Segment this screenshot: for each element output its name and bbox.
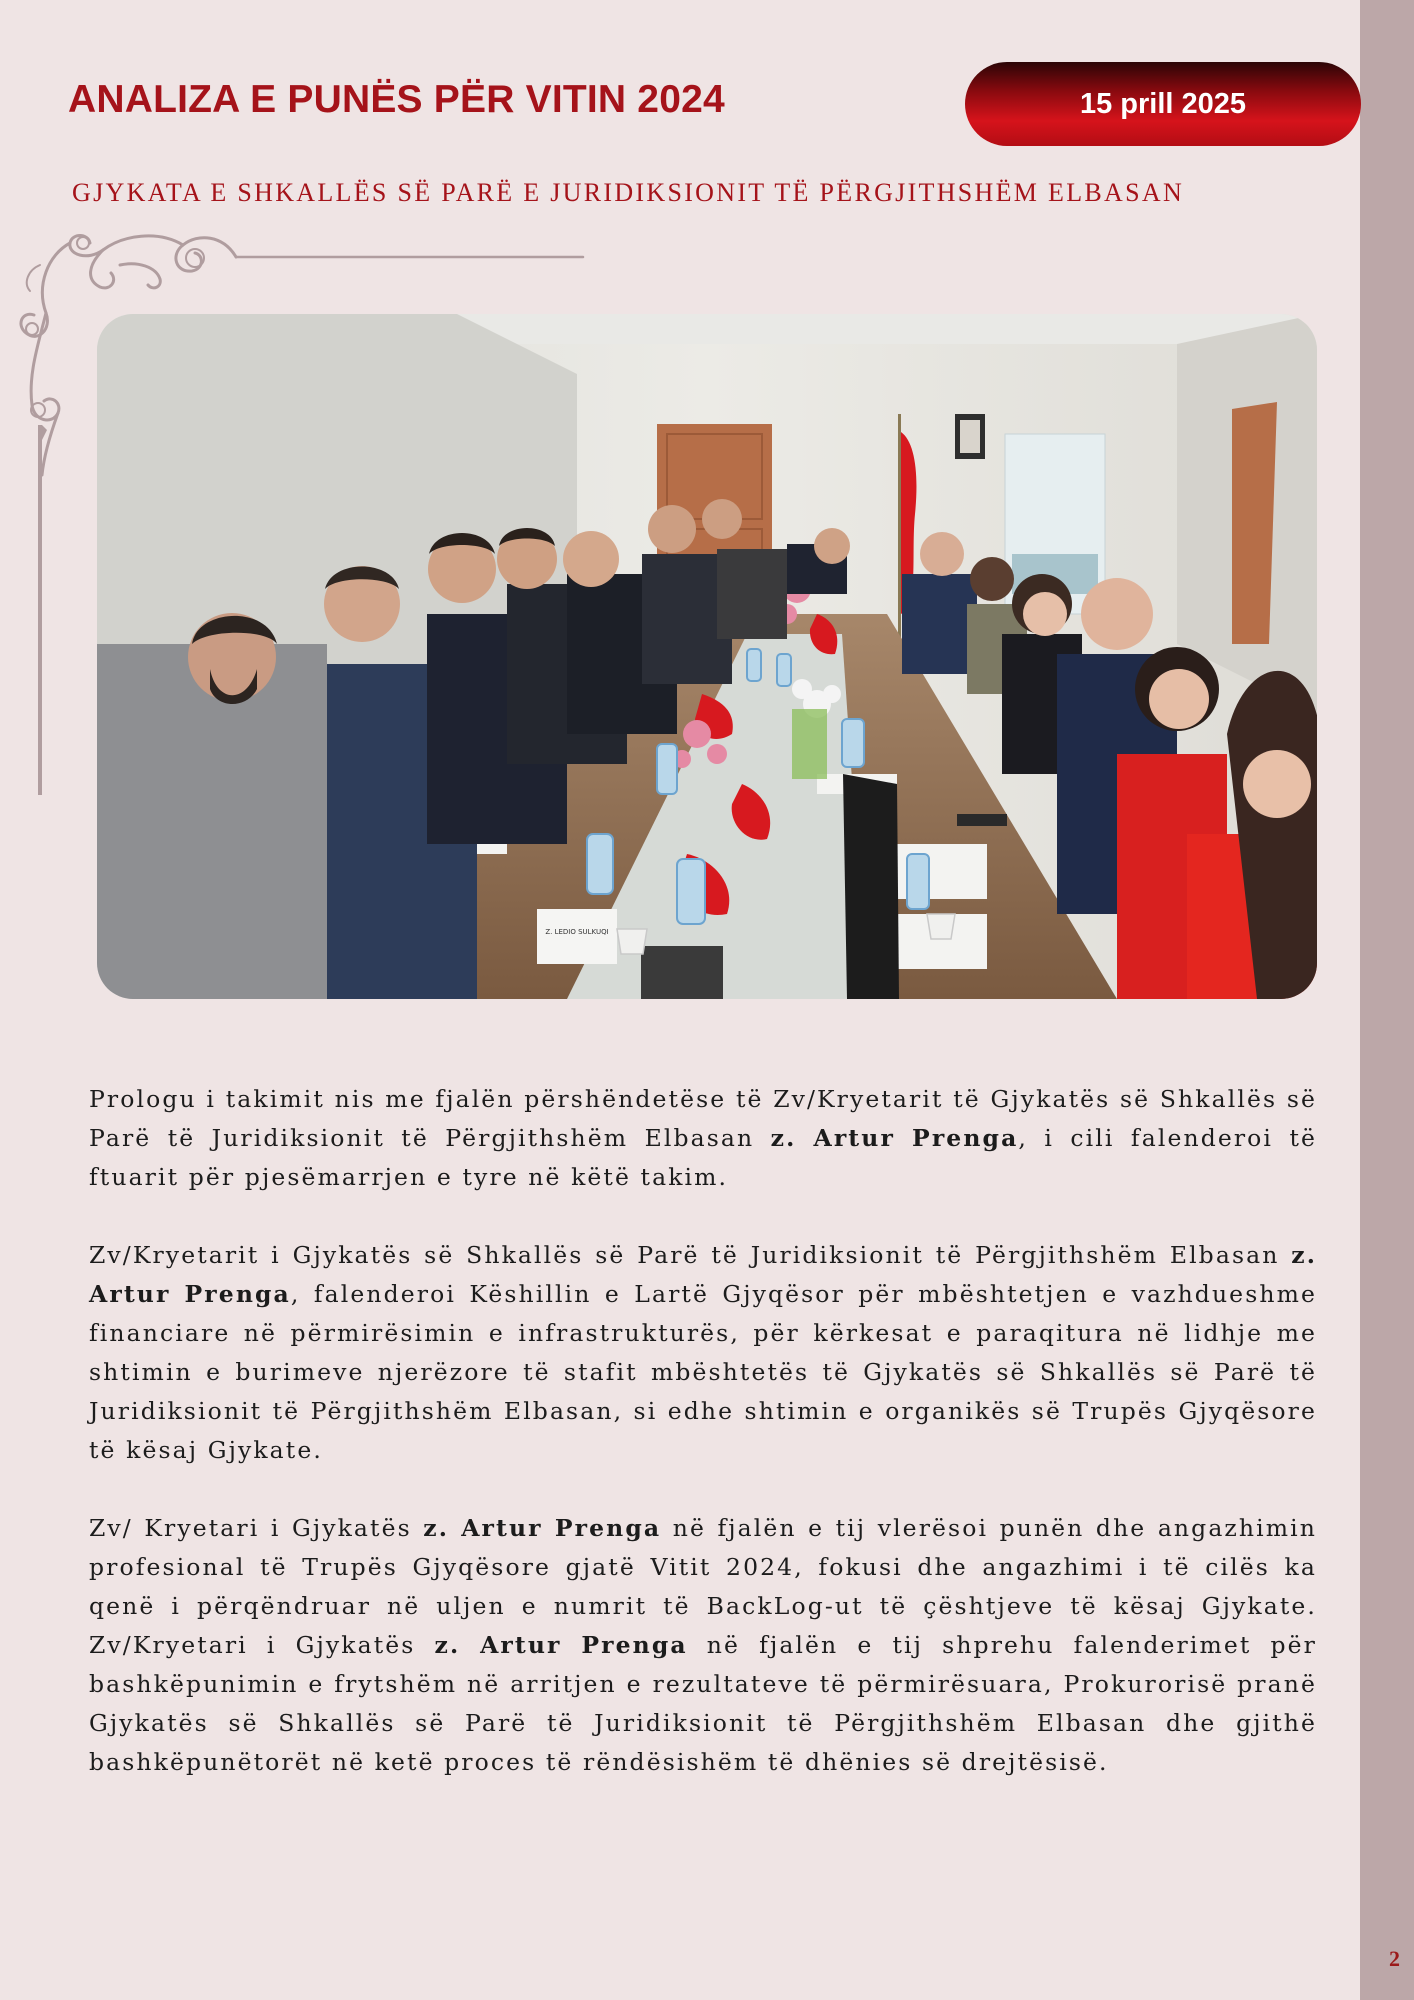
paragraph-3 (89, 1509, 1317, 1782)
document-title: ANALIZA E PUNËS PËR VITIN 2024 (68, 78, 725, 121)
meeting-photo (97, 314, 1317, 999)
speaker-name: z. Artur Prenga (89, 1241, 1317, 1308)
court-subtitle: GJYKATA E SHKALLËS SË PARË E JURIDIKSIONIT TË PËRGJITHSHËM ELBASAN (72, 178, 1185, 207)
paragraph-2-text-a: Zv/Kryetarit i Gjykatës së Shkallës së Parë të Juridiksionit të Përgjithshëm Elbasan (89, 1241, 1292, 1269)
paragraph-3-text-c: në fjalën e tij vlerësoi punën dhe angazhimin profesional të Trupës Gjyqësore gjatë Vitit 2024, fokusi dhe angazhimi i të cilës ka qenë i përqëndruar në uljen e numrit të BackLog-ut të çështjeve të kësaj Gjykate. Zv/Kryetari i Gjykatës (89, 1514, 1317, 1659)
paragraph-2 (89, 1236, 1317, 1470)
paragraph-1-text-c: , i cili falenderoi të ftuarit për pjesëmarrjen e tyre në këtë takim. (89, 1124, 1318, 1191)
speaker-name: z. Artur Prenga (423, 1514, 662, 1542)
page-number: 2 (1389, 1946, 1400, 1971)
body-text (89, 1080, 1317, 1821)
paragraph-1-text-a: Prologu i takimit nis me fjalën përshëndetëse të Zv/Kryetarit të Gjykatës së Shkallës së Parë të Juridiksionit të Përgjithshëm Elbasan (89, 1085, 1317, 1152)
date-badge: 15 prill 2025 (965, 62, 1361, 146)
speaker-name: z. Artur Prenga (770, 1124, 1019, 1152)
paragraph-3-text-a: Zv/ Kryetari i Gjykatës (89, 1514, 424, 1542)
paragraph-2-text-c: , falenderoi Këshillin e Lartë Gjyqësor për mbështetjen e vazhdueshme financiare në përmirësimin e infrastrukturës, për kërkesat e paraqitura në lidhje me shtimin e burimeve njerëzore të stafit mbështetës të Gjykatës së Shkallës së Parë të Juridiksionit të Përgjithshëm Elbasan, si edhe shtimin e organikës së Trupës Gjyqësore të kësaj Gjykate. (89, 1280, 1317, 1464)
paragraph-1 (89, 1080, 1317, 1197)
speaker-name: z. Artur Prenga (434, 1631, 688, 1659)
name-card-center: Z. LEDIO SULKUQI (545, 928, 609, 936)
right-side-band (1360, 0, 1414, 2000)
paragraph-3-text-e: në fjalën e tij shprehu falenderimet për bashkëpunimin e frytshëm në arritjen e rezultateve të përmirësuara, Prokurorisë pranë Gjykatës së Shkallës së Parë të Juridiksionit të Përgjithshëm Elbasan dhe gjithë bashkëpunëtorët në ketë proces të rëndësishëm të dhënies së drejtësisë. (89, 1631, 1318, 1776)
